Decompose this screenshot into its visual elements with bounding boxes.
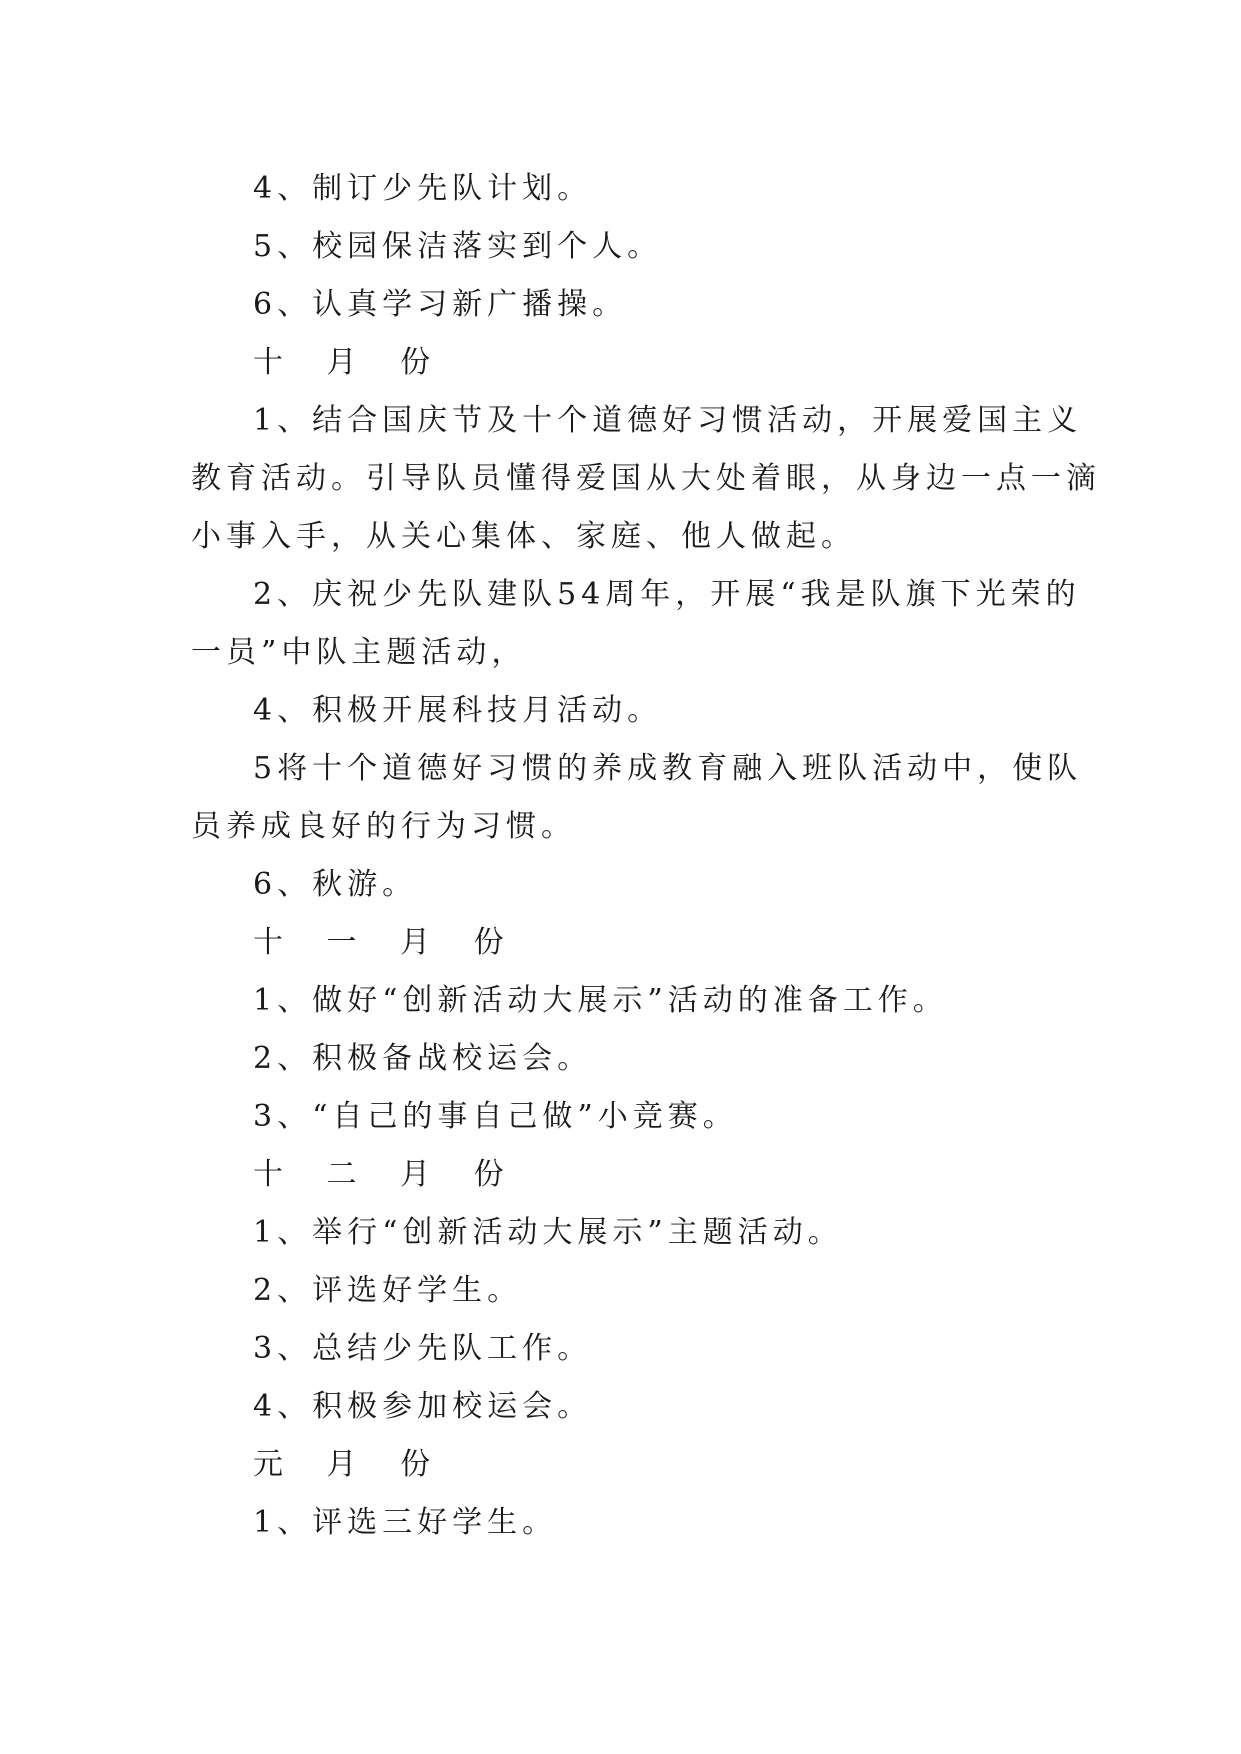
month-heading-october: 十 月 份 — [253, 345, 448, 380]
paragraph-line: 5将十个道德好习惯的养成教育融入班队活动中，使队 — [253, 751, 1083, 786]
paragraph-line: 教育活动。引导队员懂得爱国从大处着眼，从身边一点一滴 — [191, 461, 1101, 496]
paragraph-line: 一员”中队主题活动， — [191, 635, 527, 670]
list-item: 4、积极开展科技月活动。 — [253, 693, 663, 728]
list-item: 2、评选好学生。 — [253, 1273, 523, 1308]
list-item: 3、总结少先队工作。 — [253, 1331, 593, 1366]
list-item: 3、“自己的事自己做”小竞赛。 — [253, 1099, 738, 1134]
document-body — [191, 160, 1101, 1552]
paragraph-line: 2、庆祝少先队建队54周年，开展“我是队旗下光荣的 — [253, 577, 1081, 612]
month-heading-november: 十 一 月 份 — [253, 925, 521, 960]
list-item: 1、评选三好学生。 — [253, 1505, 558, 1540]
paragraph-line: 员养成良好的行为习惯。 — [191, 809, 576, 844]
list-item: 4、制订少先队计划。 — [253, 171, 593, 206]
month-heading-december: 十 二 月 份 — [253, 1157, 521, 1192]
list-item: 6、认真学习新广播操。 — [253, 287, 628, 322]
paragraph-line: 小事入手，从关心集体、家庭、他人做起。 — [191, 519, 856, 554]
list-item: 1、做好“创新活动大展示”活动的准备工作。 — [253, 983, 948, 1018]
paragraph-line: 1、结合国庆节及十个道德好习惯活动，开展爱国主义 — [253, 403, 1083, 438]
list-item: 6、秋游。 — [253, 867, 418, 902]
list-item: 4、积极参加校运会。 — [253, 1389, 593, 1424]
list-item: 2、积极备战校运会。 — [253, 1041, 593, 1076]
list-item: 1、举行“创新活动大展示”主题活动。 — [253, 1215, 843, 1250]
list-item: 5、校园保洁落实到个人。 — [253, 229, 663, 264]
month-heading-january: 元 月 份 — [253, 1447, 448, 1482]
